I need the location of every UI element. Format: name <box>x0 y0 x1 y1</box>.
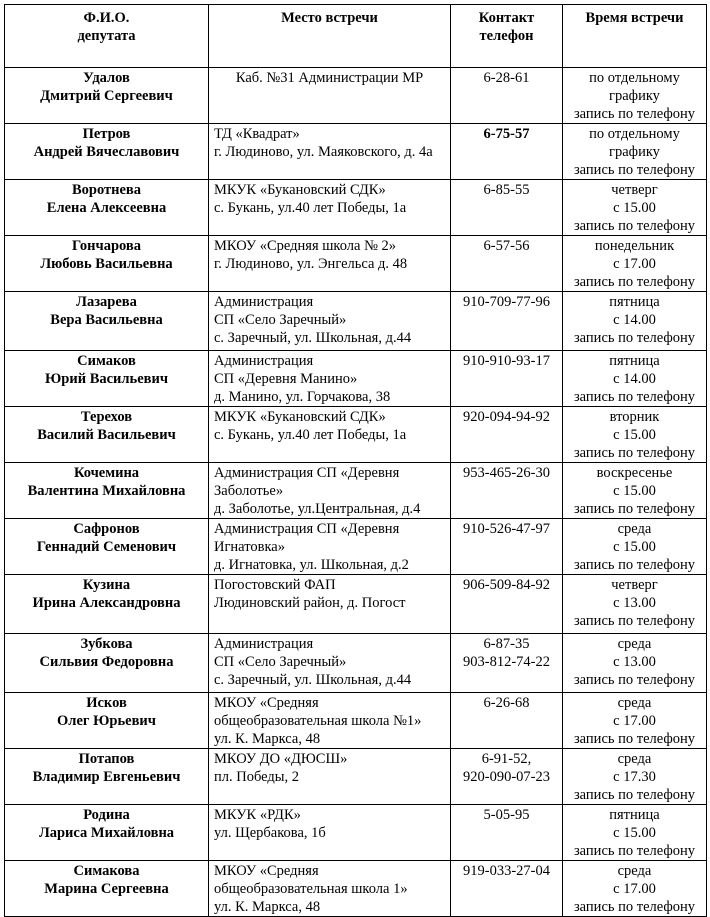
deputy-name-cell-line: Лариса Михайловна <box>38 825 175 841</box>
meeting-time-cell-line: среда <box>617 695 652 711</box>
deputy-name-cell <box>5 68 209 124</box>
deputy-name-cell-line: Гончарова <box>71 238 142 254</box>
contact-phone-cell-line: 953-465-26-30 <box>463 465 550 481</box>
meeting-time-cell <box>563 575 707 634</box>
meeting-time-cell-line: запись по телефону <box>573 445 696 461</box>
table-row <box>5 236 707 292</box>
header-time <box>563 5 707 68</box>
meeting-place-cell-line: Людиновский район, д. Погост <box>214 595 406 611</box>
meeting-place-cell-line: Администрация <box>214 353 314 369</box>
deputy-name-cell <box>5 519 209 575</box>
deputy-name-cell <box>5 634 209 693</box>
deputy-name-cell-line: Кузина <box>82 577 131 593</box>
meeting-place-cell-line: с. Заречный, ул. Школьная, д.44 <box>214 672 412 688</box>
meeting-place-cell-line: СП «Село Заречный» <box>214 654 347 670</box>
header-phone-line: телефон <box>479 28 534 44</box>
table-row <box>5 519 707 575</box>
deputy-name-cell-line: Лазарева <box>76 294 137 310</box>
meeting-time-cell-line: по отдельному <box>589 70 680 86</box>
deputy-name-cell-line: Зубкова <box>80 636 133 652</box>
deputy-name-cell-line: Симаков <box>77 353 136 369</box>
meeting-place-cell <box>209 407 451 463</box>
deputy-name-cell-line: Елена Алексеевна <box>46 200 167 216</box>
deputy-name-cell-line: Дмитрий Сергеевич <box>40 88 173 104</box>
meeting-place-cell <box>209 805 451 861</box>
meeting-time-cell <box>563 180 707 236</box>
meeting-time-cell-line: с 15.00 <box>613 539 656 555</box>
meeting-place-cell <box>209 861 451 917</box>
meeting-time-cell-line: с 17.30 <box>613 769 656 785</box>
header-name <box>5 5 209 68</box>
deputy-name-cell-line: Симакова <box>73 863 140 879</box>
deputy-name-cell-line: Петров <box>82 126 131 142</box>
meeting-place-cell-line: МКУК «РДК» <box>214 807 301 823</box>
deputy-name-cell <box>5 124 209 180</box>
meeting-time-cell-line: запись по телефону <box>573 389 696 405</box>
meeting-time-cell <box>563 519 707 575</box>
meeting-time-cell-line: воскресенье <box>596 465 673 481</box>
meeting-place-cell <box>209 749 451 805</box>
deputy-name-cell-line: Сильвия Федоровна <box>39 654 174 670</box>
meeting-time-cell-line: с 13.00 <box>613 654 656 670</box>
deputy-name-cell-line: Любовь Васильевна <box>40 256 173 272</box>
table-row <box>5 124 707 180</box>
meeting-place-cell-line: Погостовский ФАП <box>214 577 336 593</box>
meeting-place-cell-line: МКУК «Букановский СДК» <box>214 182 386 198</box>
deputy-name-cell <box>5 407 209 463</box>
contact-phone-cell <box>451 575 563 634</box>
contact-phone-cell-line: 6-57-56 <box>483 238 530 254</box>
meeting-time-cell-line: графику <box>609 144 660 160</box>
table-row <box>5 292 707 351</box>
meeting-time-cell-line: с 14.00 <box>613 371 656 387</box>
contact-phone-cell <box>451 519 563 575</box>
deputy-name-cell <box>5 693 209 749</box>
meeting-place-cell-line: СП «Село Заречный» <box>214 312 347 328</box>
meeting-time-cell <box>563 351 707 407</box>
deputy-name-cell-line: Василий Васильевич <box>37 427 176 443</box>
meeting-time-cell-line: с 15.00 <box>613 825 656 841</box>
meeting-time-cell-line: с 15.00 <box>613 200 656 216</box>
table-header-row <box>5 5 707 68</box>
meeting-place-cell-line: пл. Победы, 2 <box>214 769 300 785</box>
deputy-name-cell-line: Ирина Александровна <box>32 595 181 611</box>
deputy-name-cell <box>5 180 209 236</box>
meeting-time-cell <box>563 463 707 519</box>
table-row <box>5 693 707 749</box>
meeting-place-cell-line: ул. К. Маркса, 48 <box>214 899 321 915</box>
contact-phone-cell-line: 903-812-74-22 <box>463 654 550 670</box>
meeting-time-cell-line: с 17.00 <box>613 881 656 897</box>
deputy-name-cell <box>5 292 209 351</box>
contact-phone-cell <box>451 180 563 236</box>
meeting-place-cell-line: Игнатовка» <box>214 539 285 555</box>
deputy-name-cell-line: Геннадий Семенович <box>36 539 177 555</box>
deputy-name-cell-line: Потапов <box>78 751 135 767</box>
meeting-time-cell <box>563 68 707 124</box>
contact-phone-cell <box>451 292 563 351</box>
meeting-place-cell-line: Каб. №31 Администрации МР <box>235 70 424 86</box>
meeting-time-cell-line: запись по телефону <box>573 731 696 747</box>
deputies-schedule-table <box>4 4 707 917</box>
deputy-name-cell-line: Владимир Евгеньевич <box>32 769 181 785</box>
meeting-time-cell-line: с 13.00 <box>613 595 656 611</box>
deputy-name-cell-line: Андрей Вячеславович <box>33 144 180 160</box>
meeting-place-cell-line: общеобразовательная школа №1» <box>214 713 422 729</box>
meeting-time-cell-line: понедельник <box>594 238 675 254</box>
meeting-time-cell-line: запись по телефону <box>573 106 696 122</box>
meeting-time-cell <box>563 749 707 805</box>
header-name-line: Ф.И.О. <box>83 10 130 26</box>
meeting-time-cell <box>563 407 707 463</box>
meeting-place-cell-line: МКОУ ДО «ДЮСШ» <box>214 751 348 767</box>
contact-phone-cell-line: 919-033-27-04 <box>463 863 550 879</box>
meeting-time-cell-line: графику <box>609 88 660 104</box>
meeting-place-cell-line: д. Манино, ул. Горчакова, 38 <box>214 389 391 405</box>
contact-phone-cell-line: 6-91-52, <box>481 751 532 767</box>
meeting-time-cell <box>563 634 707 693</box>
meeting-time-cell-line: пятница <box>609 294 660 310</box>
deputy-name-cell-line: Терехов <box>80 409 133 425</box>
deputy-name-cell <box>5 805 209 861</box>
meeting-place-cell-line: Администрация <box>214 294 314 310</box>
meeting-place-cell-line: общеобразовательная школа 1» <box>214 881 408 897</box>
meeting-place-cell <box>209 68 451 124</box>
meeting-place-cell <box>209 634 451 693</box>
contact-phone-cell <box>451 236 563 292</box>
meeting-place-cell-line: МКОУ «Средняя <box>214 863 319 879</box>
meeting-place-cell <box>209 236 451 292</box>
meeting-time-cell-line: пятница <box>609 353 660 369</box>
meeting-time-cell-line: с 17.00 <box>613 256 656 272</box>
contact-phone-cell <box>451 407 563 463</box>
table-row <box>5 749 707 805</box>
contact-phone-cell-line: 5-05-95 <box>483 807 530 823</box>
deputy-name-cell <box>5 351 209 407</box>
contact-phone-cell <box>451 68 563 124</box>
meeting-place-cell <box>209 292 451 351</box>
meeting-time-cell-line: среда <box>617 751 652 767</box>
header-name-line: депутата <box>77 28 136 44</box>
deputy-name-cell-line: Сафронов <box>73 521 140 537</box>
meeting-place-cell <box>209 351 451 407</box>
table-body <box>5 68 707 917</box>
meeting-place-cell-line: ТД «Квадрат» <box>214 126 300 142</box>
header-place-line: Место встречи <box>281 10 378 26</box>
meeting-place-cell-line: ул. К. Маркса, 48 <box>214 731 321 747</box>
meeting-time-cell <box>563 236 707 292</box>
meeting-time-cell-line: запись по телефону <box>573 557 696 573</box>
deputy-name-cell-line: Воротнева <box>71 182 142 198</box>
contact-phone-cell-line: 910-910-93-17 <box>463 353 550 369</box>
meeting-place-cell-line: д. Игнатовка, ул. Школьная, д.2 <box>214 557 409 573</box>
deputy-name-cell <box>5 236 209 292</box>
meeting-time-cell-line: среда <box>617 521 652 537</box>
contact-phone-cell-line: 910-526-47-97 <box>463 521 550 537</box>
meeting-time-cell <box>563 861 707 917</box>
table-row <box>5 463 707 519</box>
meeting-time-cell <box>563 693 707 749</box>
deputy-name-cell-line: Удалов <box>83 70 130 86</box>
meeting-time-cell <box>563 292 707 351</box>
meeting-place-cell-line: с. Заречный, ул. Школьная, д.44 <box>214 330 412 346</box>
deputy-name-cell <box>5 575 209 634</box>
meeting-time-cell-line: запись по телефону <box>573 274 696 290</box>
deputy-name-cell-line: Исков <box>86 695 127 711</box>
meeting-time-cell-line: четверг <box>611 182 658 198</box>
meeting-place-cell-line: ул. Щербакова, 1б <box>214 825 326 841</box>
contact-phone-cell <box>451 805 563 861</box>
deputy-name-cell-line: Олег Юрьевич <box>57 713 156 729</box>
meeting-time-cell-line: запись по телефону <box>573 330 696 346</box>
contact-phone-cell-line: 910-709-77-96 <box>463 294 550 310</box>
meeting-place-cell-line: МКОУ «Средняя школа № 2» <box>214 238 397 254</box>
deputy-name-cell <box>5 861 209 917</box>
meeting-time-cell-line: пятница <box>609 807 660 823</box>
meeting-place-cell-line: Администрация СП «Деревня <box>214 521 400 537</box>
meeting-place-cell-line: г. Людиново, ул. Энгельса д. 48 <box>214 256 408 272</box>
header-place <box>209 5 451 68</box>
table-row <box>5 634 707 693</box>
meeting-place-cell <box>209 693 451 749</box>
deputy-name-cell-line: Родина <box>83 807 130 823</box>
contact-phone-cell <box>451 861 563 917</box>
meeting-time-cell <box>563 124 707 180</box>
meeting-time-cell-line: запись по телефону <box>573 613 696 629</box>
meeting-time-cell-line: с 15.00 <box>613 427 656 443</box>
table-row <box>5 861 707 917</box>
meeting-place-cell-line: МКОУ «Средняя <box>214 695 319 711</box>
table-row <box>5 180 707 236</box>
deputy-name-cell-line: Кочемина <box>73 465 140 481</box>
header-phone <box>451 5 563 68</box>
meeting-time-cell-line: запись по телефону <box>573 843 696 859</box>
meeting-time-cell-line: с 14.00 <box>613 312 656 328</box>
meeting-place-cell-line: МКУК «Букановский СДК» <box>214 409 386 425</box>
contact-phone-cell-line: 920-094-94-92 <box>463 409 550 425</box>
contact-phone-cell <box>451 693 563 749</box>
meeting-place-cell <box>209 180 451 236</box>
meeting-time-cell-line: запись по телефону <box>573 218 696 234</box>
table-row <box>5 351 707 407</box>
meeting-place-cell-line: с. Букань, ул.40 лет Победы, 1а <box>214 427 407 443</box>
meeting-time-cell-line: вторник <box>609 409 660 425</box>
meeting-place-cell-line: г. Людиново, ул. Маяковского, д. 4а <box>214 144 433 160</box>
meeting-place-cell-line: СП «Деревня Манино» <box>214 371 358 387</box>
meeting-time-cell-line: запись по телефону <box>573 162 696 178</box>
contact-phone-cell-line: 920-090-07-23 <box>463 769 550 785</box>
meeting-place-cell-line: с. Букань, ул.40 лет Победы, 1а <box>214 200 407 216</box>
contact-phone-cell <box>451 463 563 519</box>
header-time-line: Время встречи <box>585 10 684 26</box>
meeting-time-cell-line: запись по телефону <box>573 501 696 517</box>
contact-phone-cell-line: 6-87-35 <box>483 636 530 652</box>
table-row <box>5 575 707 634</box>
meeting-place-cell-line: Администрация СП «Деревня <box>214 465 400 481</box>
meeting-place-cell-line: Администрация <box>214 636 314 652</box>
meeting-place-cell-line: д. Заболотье, ул.Центральная, д.4 <box>214 501 421 517</box>
meeting-place-cell <box>209 519 451 575</box>
header-phone-line: Контакт <box>478 10 535 26</box>
meeting-time-cell-line: запись по телефону <box>573 787 696 803</box>
contact-phone-cell-line: 6-75-57 <box>483 126 530 142</box>
deputy-name-cell <box>5 749 209 805</box>
meeting-place-cell <box>209 463 451 519</box>
contact-phone-cell-line: 6-85-55 <box>483 182 530 198</box>
table-row <box>5 805 707 861</box>
table-row <box>5 68 707 124</box>
meeting-time-cell-line: по отдельному <box>589 126 680 142</box>
meeting-time-cell-line: четверг <box>611 577 658 593</box>
deputy-name-cell <box>5 463 209 519</box>
contact-phone-cell-line: 6-28-61 <box>483 70 530 86</box>
table-row <box>5 407 707 463</box>
contact-phone-cell <box>451 749 563 805</box>
meeting-time-cell-line: среда <box>617 863 652 879</box>
meeting-place-cell-line: Заболотье» <box>214 483 284 499</box>
deputy-name-cell-line: Валентина Михайловна <box>27 483 186 499</box>
contact-phone-cell <box>451 124 563 180</box>
contact-phone-cell <box>451 351 563 407</box>
meeting-place-cell <box>209 575 451 634</box>
meeting-time-cell <box>563 805 707 861</box>
contact-phone-cell-line: 906-509-84-92 <box>463 577 550 593</box>
meeting-place-cell <box>209 124 451 180</box>
contact-phone-cell <box>451 634 563 693</box>
deputy-name-cell-line: Марина Сергеевна <box>44 881 169 897</box>
deputy-name-cell-line: Юрий Васильевич <box>44 371 169 387</box>
meeting-time-cell-line: среда <box>617 636 652 652</box>
meeting-time-cell-line: запись по телефону <box>573 672 696 688</box>
meeting-time-cell-line: с 17.00 <box>613 713 656 729</box>
meeting-time-cell-line: с 15.00 <box>613 483 656 499</box>
meeting-time-cell-line: запись по телефону <box>573 899 696 915</box>
deputy-name-cell-line: Вера Васильевна <box>50 312 163 328</box>
contact-phone-cell-line: 6-26-68 <box>483 695 530 711</box>
